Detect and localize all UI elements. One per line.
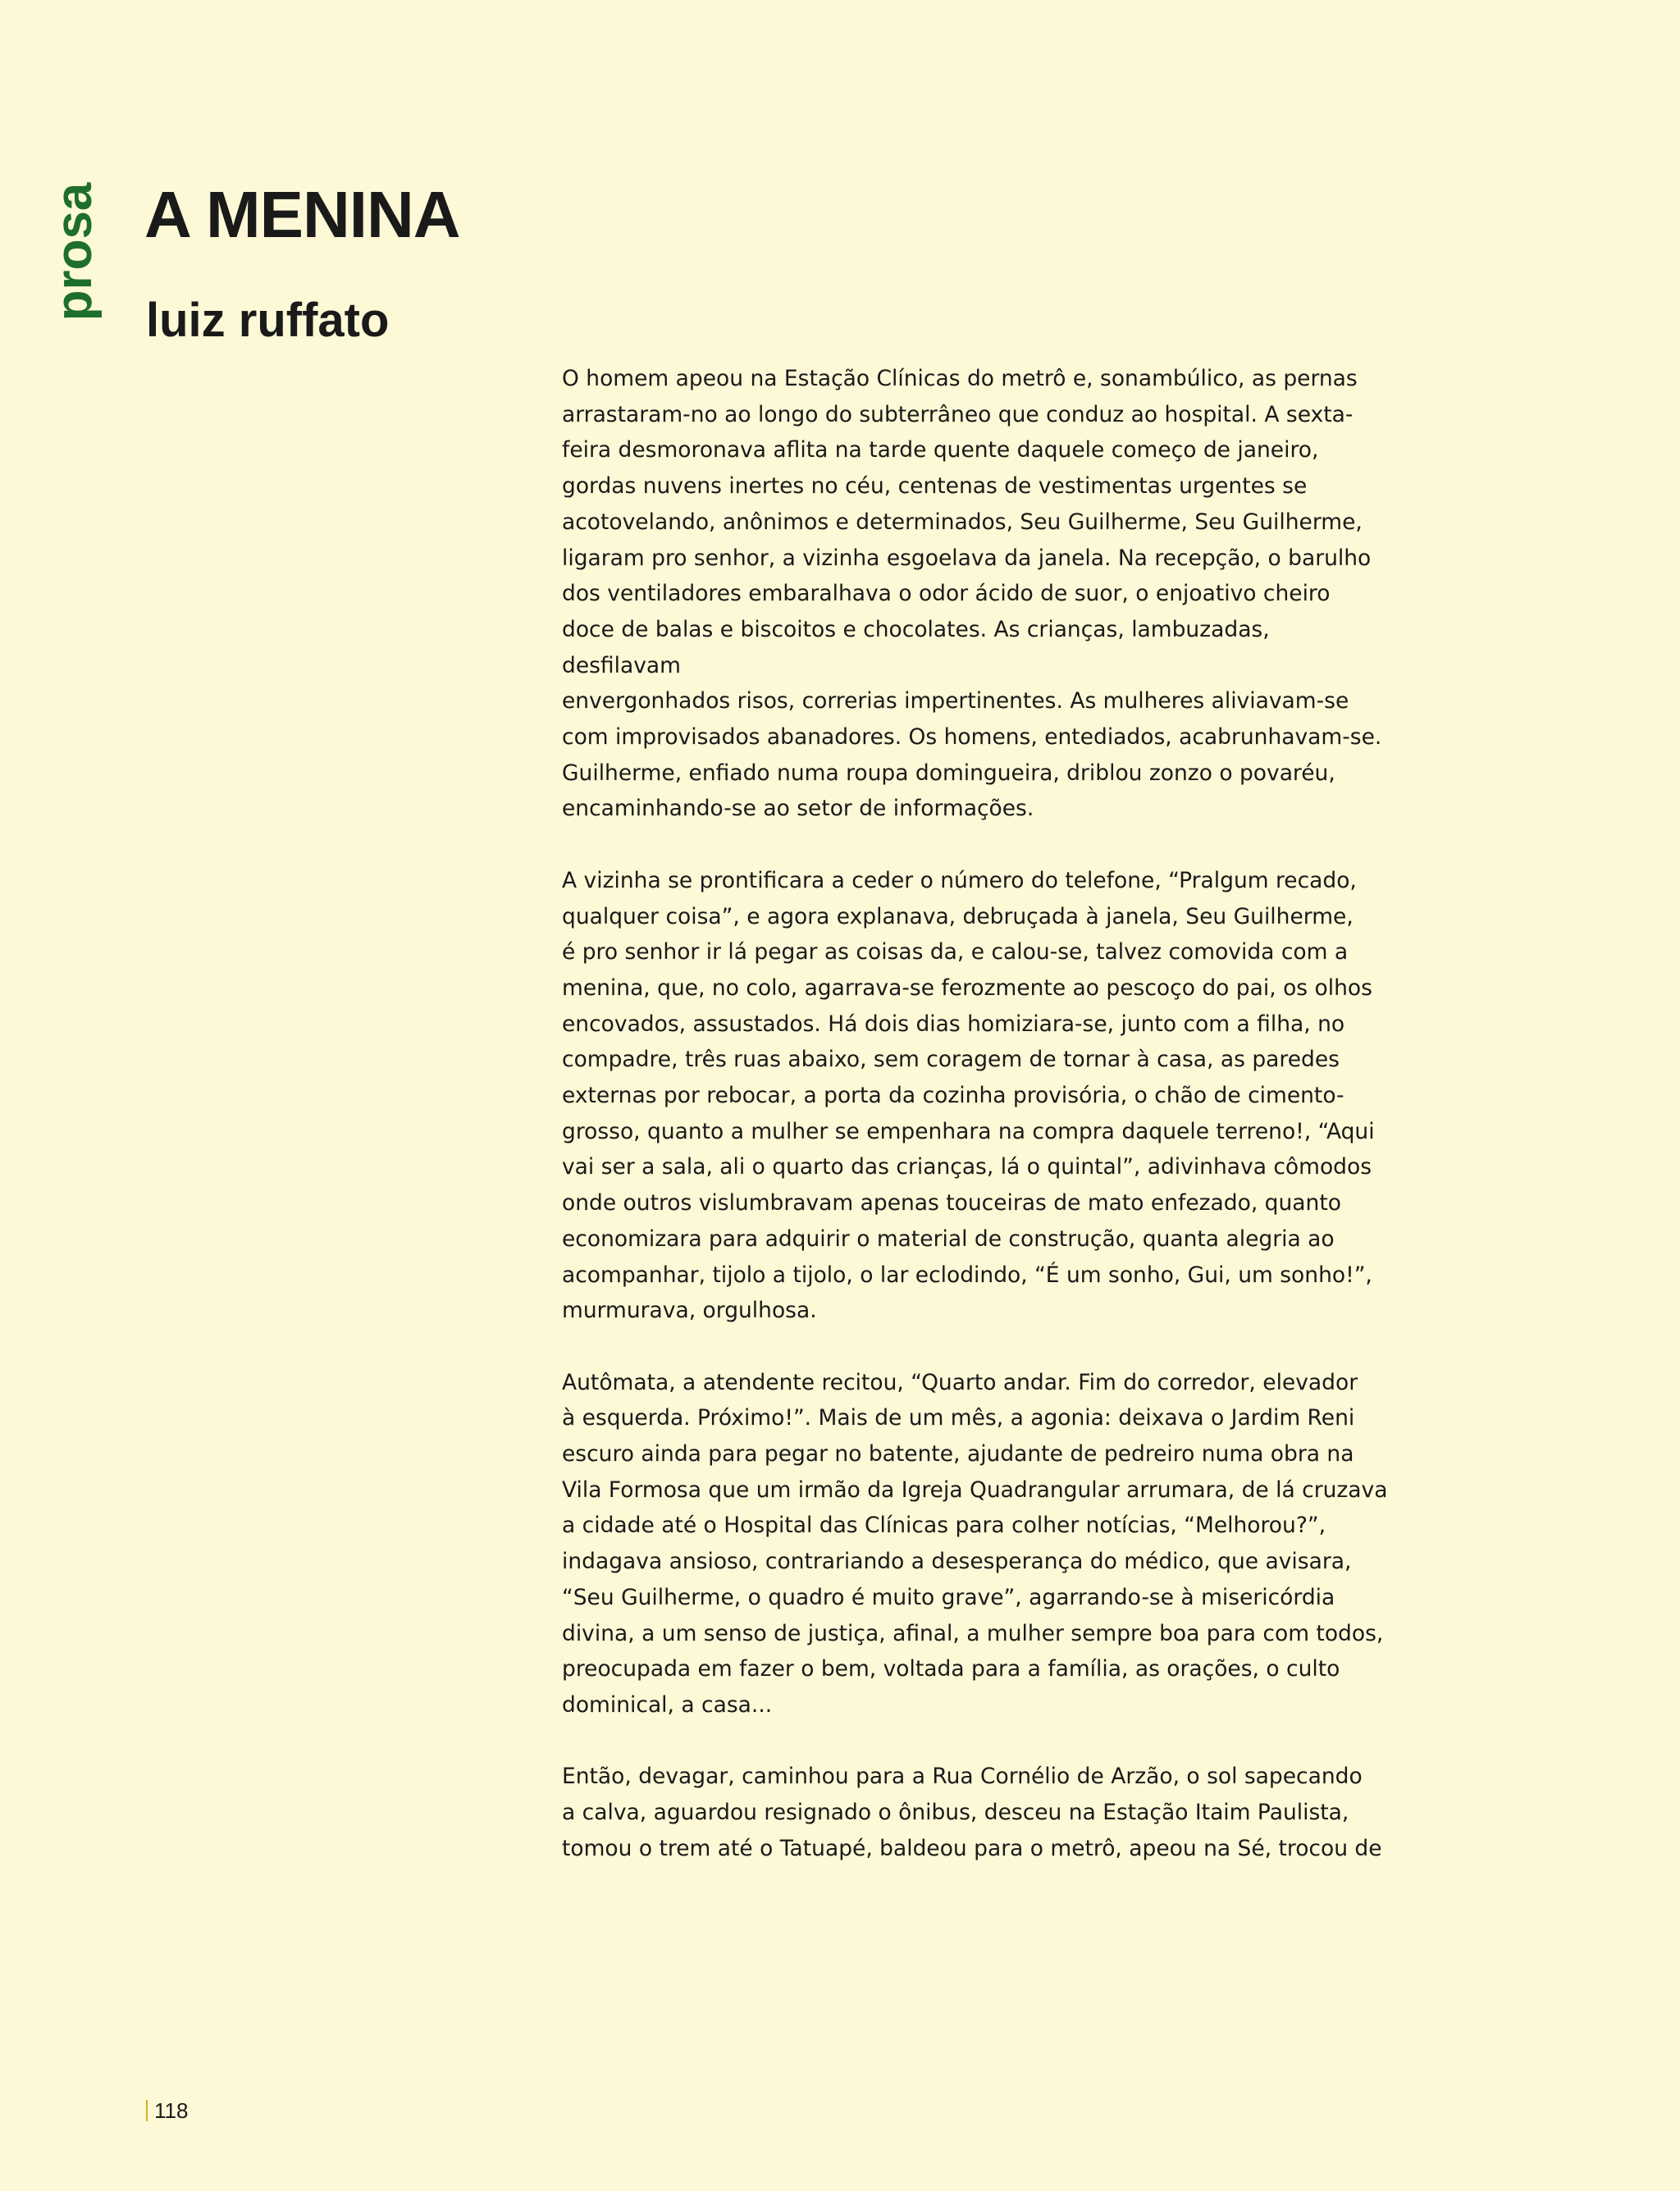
paragraph: Então, devagar, caminhou para a Rua Cornélio de Arzão, o sol sapecando a calva, aguardou resignado o ônibus, desceu na Estação Itaim Paulista, tomou o trem até o Tatuapé, baldeou para o metrô, apeou na Sé, trocou de xyxy=(562,1764,1382,1861)
page-number: 118 xyxy=(146,2100,188,2121)
paragraph: Autômata, a atendente recitou, “Quarto andar. Fim do corredor, elevador à esquerda. Próximo!”. Mais de um mês, a agonia: deixava o Jardim Reni escuro ainda para pegar no batente, ajudante de pedreiro numa obra na Vila Formosa que um irmão da Igreja Quadrangular arrumara, de lá cruzava a cidade até o Hospital das Clínicas para colher notícias, “Melhorou?”, indagava ansioso, contrariando a desesperança do médico, que avisara, “Seu Guilherme, o quadro é muito grave”, agarrando-se à misericórdia divina, a um senso de justiça, afinal, a mulher sempre boa para com todos, preocupada em fazer o bem, voltada para a família, as orações, o culto dominical, a casa... xyxy=(562,1369,1388,1718)
paragraph: O homem apeou na Estação Clínicas do metrô e, sonambúlico, as pernas arrastaram-no ao longo do subterrâneo que conduz ao hospital. A sexta- feira desmoronava aflita na tarde quente daquele começo de janeiro, gordas nuvens inertes no céu, centenas de vestimentas urgentes se acotovelando, anônimos e determinados, Seu Guilherme, Seu Guilherme, ligaram pro senhor, a vizinha esgoelava da janela. Na recepção, o barulho dos ventiladores embaralhava o odor ácido de suor, o enjoativo cheiro doce de balas e biscoitos e chocolates. As crianças, lambuzadas, desfilavam envergonhados risos, correrias impertinentes. As mulheres aliviavam-se com improvisados abanadores. Os homens, entediados, acabrunhavam-se. Guilherme, enfiado numa roupa domingueira, driblou zonzo o povaréu, encaminhando-se ao setor de informações. xyxy=(562,366,1382,822)
article-author: luiz ruffato xyxy=(146,294,390,347)
article-title: A MENINA xyxy=(144,178,460,251)
paragraph: A vizinha se prontificara a ceder o número do telefone, “Pralgum recado, qualquer coisa”, e agora explanava, debruçada à janela, Seu Guilherme, é pro senhor ir lá pegar as coisas da, e calou-se, talvez comovida com a menina, que, no colo, agarrava-se ferozmente ao pescoço do pai, os olhos encovados, assustados. Há dois dias homiziara-se, junto com a filha, no compadre, três ruas abaixo, sem coragem de tornar à casa, as paredes externas por rebocar, a porta da cozinha provisória, o chão de cimento- grosso, quanto a mulher se empenhara na compra daquele terreno!, “Aqui vai ser a sala, ali o quarto das crianças, lá o quintal”, adivinhava cômodos onde outros vislumbravam apenas touceiras de mato enfezado, quanto economizara para adquirir o material de construção, quanta alegria ao acompanhar, tijolo a tijolo, o lar eclodindo, “É um sonho, Gui, um sonho!”, murmurava, orgulhosa. xyxy=(562,867,1375,1324)
section-label-text: prosa xyxy=(46,182,103,322)
section-label xyxy=(46,182,103,322)
article-body xyxy=(562,361,1390,1902)
